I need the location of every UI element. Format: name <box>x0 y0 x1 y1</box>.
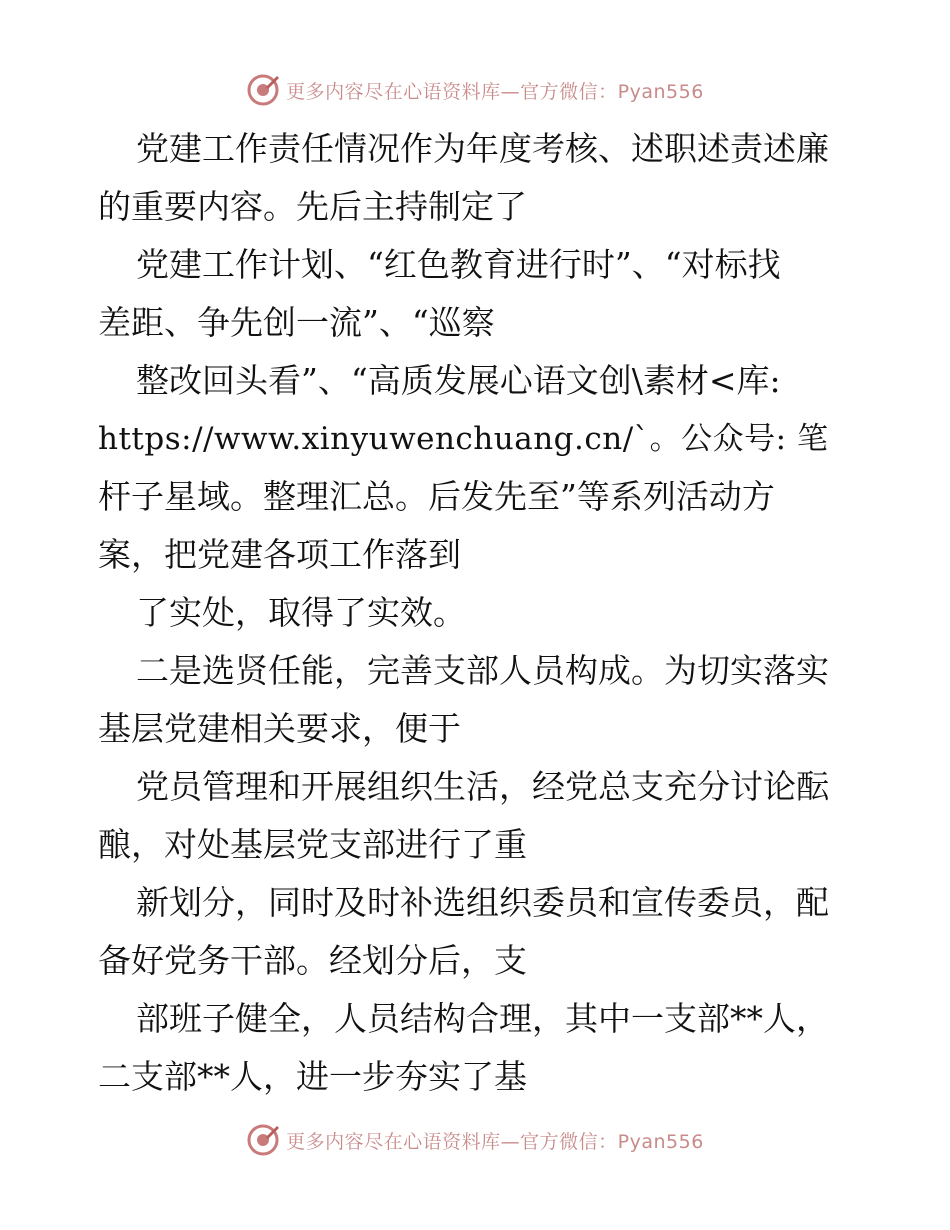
text-line: 基层党建相关要求，便于 <box>98 709 461 748</box>
text-line: 党建工作责任情况作为年度考核、述职述责述廉 <box>136 129 829 168</box>
pen-logo-icon <box>246 1123 280 1157</box>
text-line: 了实处，取得了实效。 <box>136 593 466 632</box>
text-line: 党建工作计划、“红色教育进行时”、“对标找 <box>136 245 781 284</box>
text-line: 党员管理和开展组织生活，经党总支充分讨论酝 <box>136 767 829 806</box>
text-line: 杆子星域。整理汇总。后发先至”等系列活动方 <box>98 477 775 516</box>
watermark-text: 更多内容尽在心语资料库—官方微信：Pyan556 <box>286 1130 704 1153</box>
text-line: 差距、争先创一流”、“巡察 <box>98 303 495 342</box>
text-line: 备好党务干部。经划分后，支 <box>98 941 527 980</box>
text-line: 二支部**人，进一步夯实了基 <box>98 1057 527 1096</box>
watermark-text: 更多内容尽在心语资料库—官方微信：Pyan556 <box>286 80 704 103</box>
document-body <box>98 120 858 1106</box>
text-line: 整改回头看”、“高质发展心语文创\素材<库: <box>136 361 781 400</box>
text-line: https://www.xinyuwenchuang.cn/`。公众号: 笔 <box>98 421 829 457</box>
footer-watermark <box>0 1120 950 1160</box>
text-line: 新划分，同时及时补选组织委员和宣传委员，配 <box>136 883 829 922</box>
text-line: 酿，对处基层党支部进行了重 <box>98 825 527 864</box>
pen-logo-icon <box>246 73 280 107</box>
text-line: 部班子健全，人员结构合理，其中一支部**人， <box>136 999 829 1038</box>
header-watermark <box>0 70 950 110</box>
text-line: 案，把党建各项工作落到 <box>98 535 461 574</box>
text-line: 的重要内容。先后主持制定了 <box>98 187 527 226</box>
text-line: 二是选贤任能，完善支部人员构成。为切实落实 <box>136 651 829 690</box>
